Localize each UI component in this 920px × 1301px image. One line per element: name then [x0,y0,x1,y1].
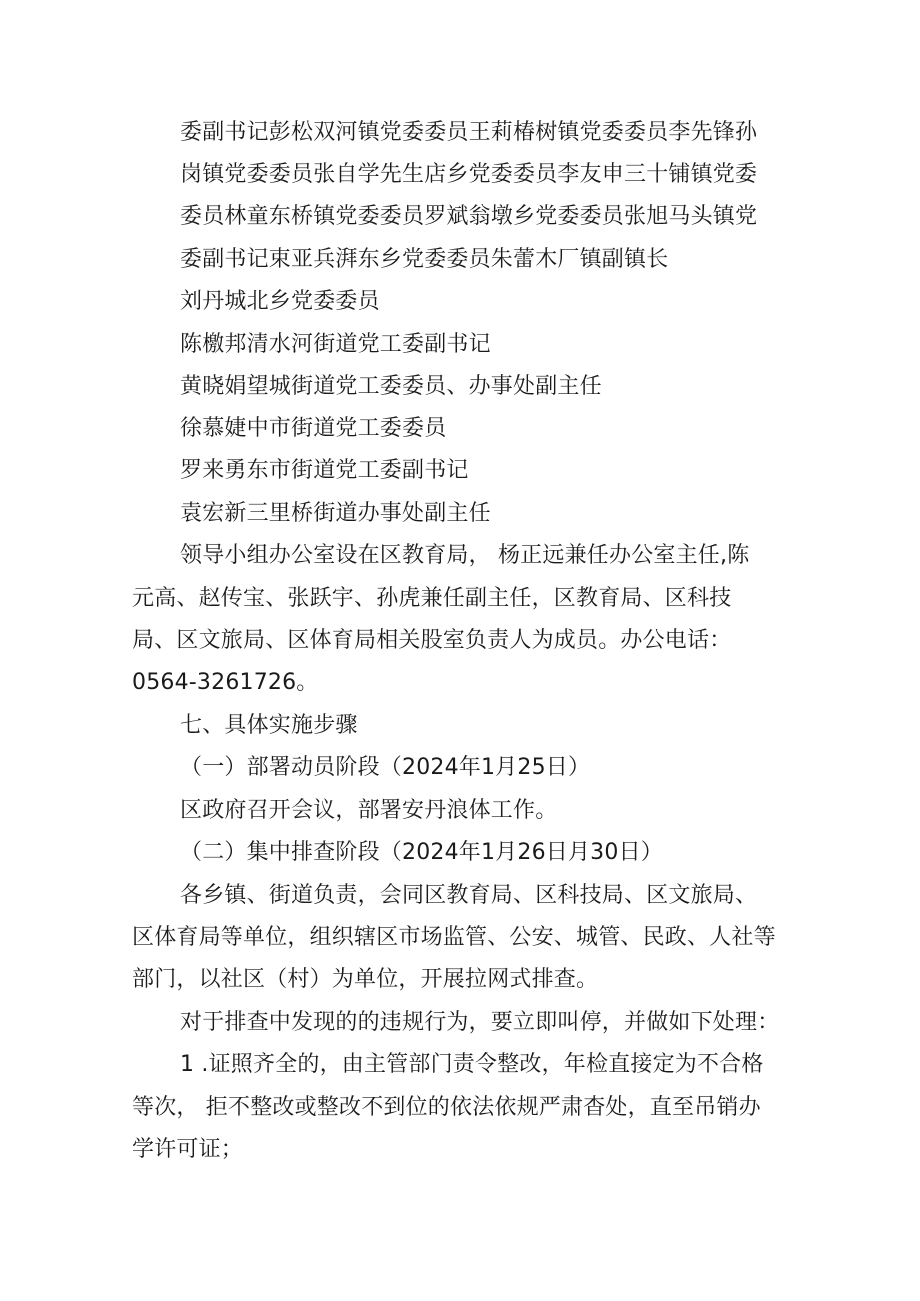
text-line: 区政府召开会议，部署安丹浪体工作。 [180,798,558,823]
section-heading: 七、具体实施步骤 [180,713,358,738]
text-line: 局、区文旅局、区体育局相关股室负责人为成员。办公电话： [132,628,732,653]
text-line: 区体育局等单位，组织辖区市场监管、公安、城管、民政、人社等 [132,925,776,950]
paragraph-first-line: 各乡镇、街道负责，会同区教育局、区科技局、区文旅局、 [180,883,758,908]
subsection-heading: （二）集中排查阶段（2024年1月26日月30日） [180,840,663,865]
text-line: 罗来勇东市街道党工委副书记 [180,458,469,483]
text-line: 刘丹城北乡党委委员 [180,289,380,314]
paragraph-first-line: 领导小组办公室设在区教育局， 杨正远兼任办公室主任,陈 [180,543,750,568]
text-line: 委副书记彭松双河镇党委委员王莉椿树镇党委委员李先锋孙 [180,120,758,145]
text-line: 黄晓娟望城街道党工委委员、办事处副主任 [180,374,602,399]
text-line: 元高、赵传宝、张跃宇、孙虎兼任副主任，区教育局、区科技 [132,586,732,611]
text-line: 委员林童东桥镇党委委员罗斌翁墩乡党委委员张旭马头镇党 [180,204,758,229]
subsection-heading: （一）部署动员阶段（2024年1月25日） [180,755,591,780]
text-line: 岗镇党委委员张自学先生店乡党委委员李友申三十铺镇党委 [180,162,758,187]
text-line: 部门，以社区（村）为单位，开展拉网式排查。 [132,967,599,992]
text-line: 陈檄邦清水河街道党工委副书记 [180,332,491,357]
text-line: 袁宏新三里桥街道办事处副主任 [180,501,491,526]
phone-number: 0564-3261726。 [132,670,319,695]
text-line: 学许可证； [132,1137,244,1162]
list-item: 1 .证照齐全的，由主管部门责令整改，年检直接定为不合格 [180,1052,764,1077]
text-line: 徐慕婕中市街道党工委委员 [180,416,447,441]
text-line: 等次， 拒不整改或整改不到位的依法依规严肃杳处，直至吊销办 [132,1095,761,1120]
paragraph-first-line: 对于排查中发现的的违规行为，要立即叫停，并做如下处理： [180,1010,780,1035]
text-line: 委副书记束亚兵湃东乡党委委员朱蕾木厂镇副镇长 [180,247,669,272]
